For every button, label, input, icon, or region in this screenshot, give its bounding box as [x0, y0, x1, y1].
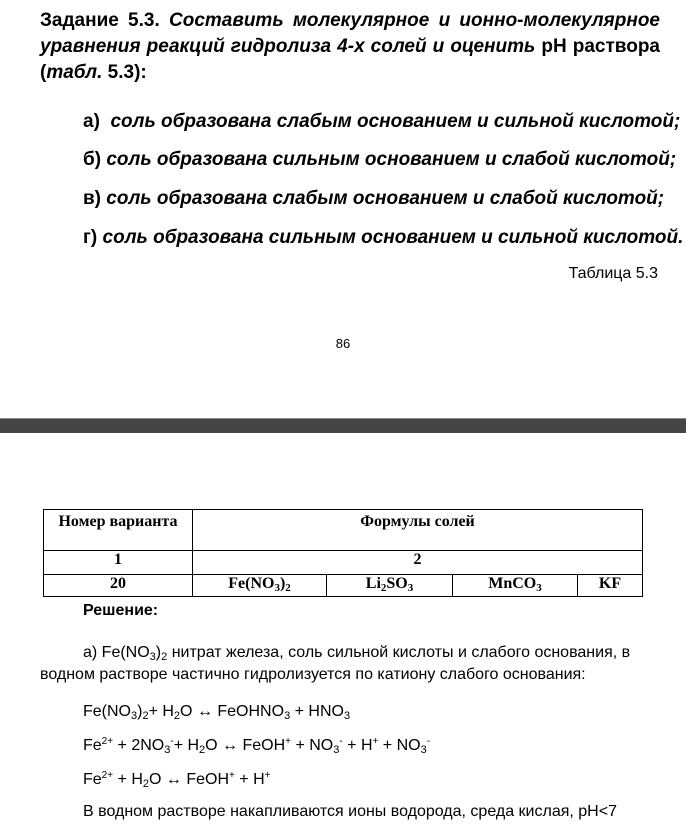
page-separator	[0, 418, 686, 433]
solution-conclusion: В водном растворе накапливаются ионы водорода, среда кислая, pH<7	[83, 803, 617, 820]
task-statement	[40, 8, 660, 86]
table-caption: Таблица 5.3	[568, 265, 658, 282]
page-number: 86	[335, 336, 351, 351]
variant-number: 20	[44, 575, 193, 597]
column-number-2: 2	[193, 551, 643, 575]
salt-cell: KF	[578, 575, 643, 597]
header-variant: Номер варианта	[44, 510, 193, 551]
equation-molecular: $Fe(NO_3)_2+ H_2O$ ↔ FeOHNO$_3$ + $HNO_3$	[83, 703, 351, 722]
option-a: а) соль образована слабым основанием и сильной кислотой;	[83, 111, 681, 132]
column-number-1: 1	[44, 551, 193, 575]
solution-heading: Решение:	[83, 602, 159, 619]
task-heading: Задание 5.3.	[40, 10, 160, 31]
option-v: в) соль образована слабым основанием и слабой кислотой;	[83, 188, 665, 209]
solution-paragraph: а) $Fe(NO_3)_2$ нитрат железа, соль сильной кислоты и слабого основания, в водном растворе частично гидролизуется по катиону слабого основания:	[40, 644, 631, 683]
equation-full-ionic: $Fe^{2+} + 2NO_3^-+ H_2O$ ↔ FeOH+ + $NO_3^- + H^+ + NO_3^-$	[83, 736, 431, 756]
salt-cell: MnCO$_3$	[453, 575, 578, 597]
task-ph: pH раствора	[541, 36, 660, 57]
header-salts: Формулы солей	[193, 510, 643, 551]
salts-table	[43, 509, 643, 597]
page-separator-edge	[0, 418, 686, 419]
task-text: Составить молекулярное и ионно-молекулярное уравнения реакций гидролиза 4-х солей и оценить	[40, 10, 660, 57]
salt-cell: $Fe(NO_3)_2$	[193, 575, 327, 597]
task-ref-open: (	[40, 62, 47, 83]
option-b: б) соль образована сильным основанием и слабой кислотой;	[83, 149, 677, 170]
salt-cell: $Li_2SO_3$	[327, 575, 453, 597]
task-ref-italic: табл.	[46, 62, 103, 83]
option-g: г) соль образована сильным основанием и сильной кислотой.	[83, 227, 684, 248]
task-ref-close: 5.3):	[102, 62, 147, 83]
equation-short-ionic: $Fe^{2+} + H_2O$ ↔ FeOH+ + H+	[83, 770, 271, 790]
